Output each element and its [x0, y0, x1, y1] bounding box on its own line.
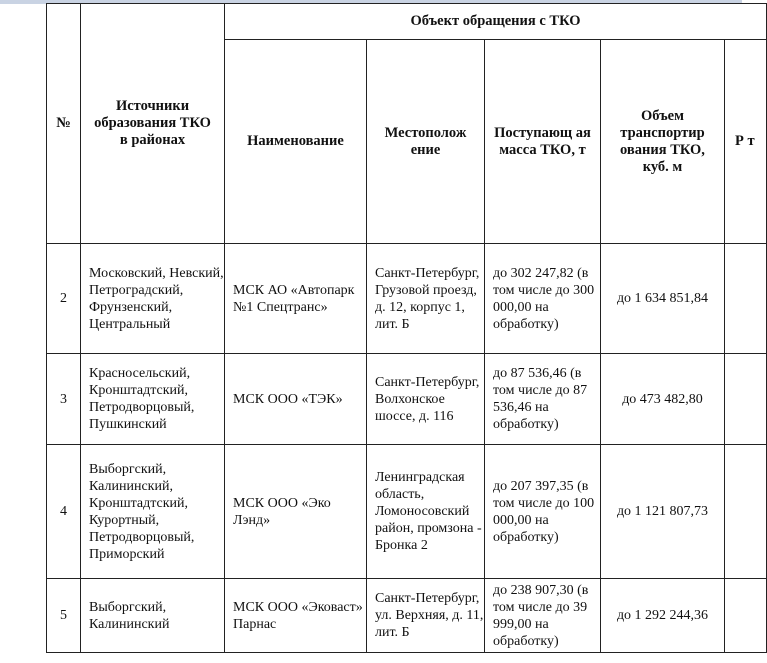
row-extra-cell — [725, 244, 767, 354]
row-extra-cell — [725, 354, 767, 445]
header-source: Источники образования ТКО в районах — [81, 4, 225, 244]
row-extra-cell — [725, 579, 767, 653]
row-name: МСК ООО «ТЭК» — [225, 354, 367, 445]
row-mass: до 238 907,30 (в том числе до 39 999,00 на обработку) — [485, 579, 601, 653]
row-name: МСК ООО «Эковаст» Парнас — [225, 579, 367, 653]
table-row — [47, 445, 767, 579]
header-extra-partial: Р т — [725, 40, 767, 244]
header-mass: Поступающ ая масса ТКО, т — [485, 40, 601, 244]
row-source: Красносельский, Кронштадтский, Петродворцовый, Пушкинский — [81, 354, 225, 445]
header-num: № — [47, 4, 81, 244]
row-volume: до 1 292 244,36 — [601, 579, 725, 653]
row-mass: до 207 397,35 (в том числе до 100 000,00 на обработку) — [485, 445, 601, 579]
row-number: 3 — [47, 354, 81, 445]
row-location: Санкт-Петербург, ул. Верхняя, д. 11, лит. Б — [367, 579, 485, 653]
row-location: Санкт-Петербург, Грузовой проезд, д. 12, корпус 1, лит. Б — [367, 244, 485, 354]
row-name: МСК ООО «Эко Лэнд» — [225, 445, 367, 579]
row-mass: до 302 247,82 (в том числе до 300 000,00 на обработку) — [485, 244, 601, 354]
row-volume: до 1 634 851,84 — [601, 244, 725, 354]
header-name: Наименование — [225, 40, 367, 244]
row-extra-cell — [725, 445, 767, 579]
row-source: Московский, Невский, Петроградский, Фрунзенский, Центральный — [81, 244, 225, 354]
tko-objects-table — [46, 3, 767, 653]
row-volume: до 473 482,80 — [601, 354, 725, 445]
row-number: 2 — [47, 244, 81, 354]
row-location: Санкт-Петербург, Волхонское шоссе, д. 116 — [367, 354, 485, 445]
table-row — [47, 244, 767, 354]
header-volume: Объем транспортир ования ТКО, куб. м — [601, 40, 725, 244]
row-source: Выборгский, Калининский, Кронштадтский, Курортный, Петродворцовый, Приморский — [81, 445, 225, 579]
header-row-1 — [47, 4, 767, 40]
header-location: Местополож ение — [367, 40, 485, 244]
row-name: МСК АО «Автопарк №1 Спецтранс» — [225, 244, 367, 354]
table-row — [47, 354, 767, 445]
row-number: 5 — [47, 579, 81, 653]
table-row — [47, 579, 767, 653]
row-volume: до 1 121 807,73 — [601, 445, 725, 579]
row-mass: до 87 536,46 (в том числе до 87 536,46 на обработку) — [485, 354, 601, 445]
row-location: Ленинградская область, Ломоносовский район, промзона - Бронка 2 — [367, 445, 485, 579]
row-source: Выборгский, Калининский — [81, 579, 225, 653]
row-number: 4 — [47, 445, 81, 579]
header-group-title: Объект обращения с ТКО — [225, 4, 767, 40]
